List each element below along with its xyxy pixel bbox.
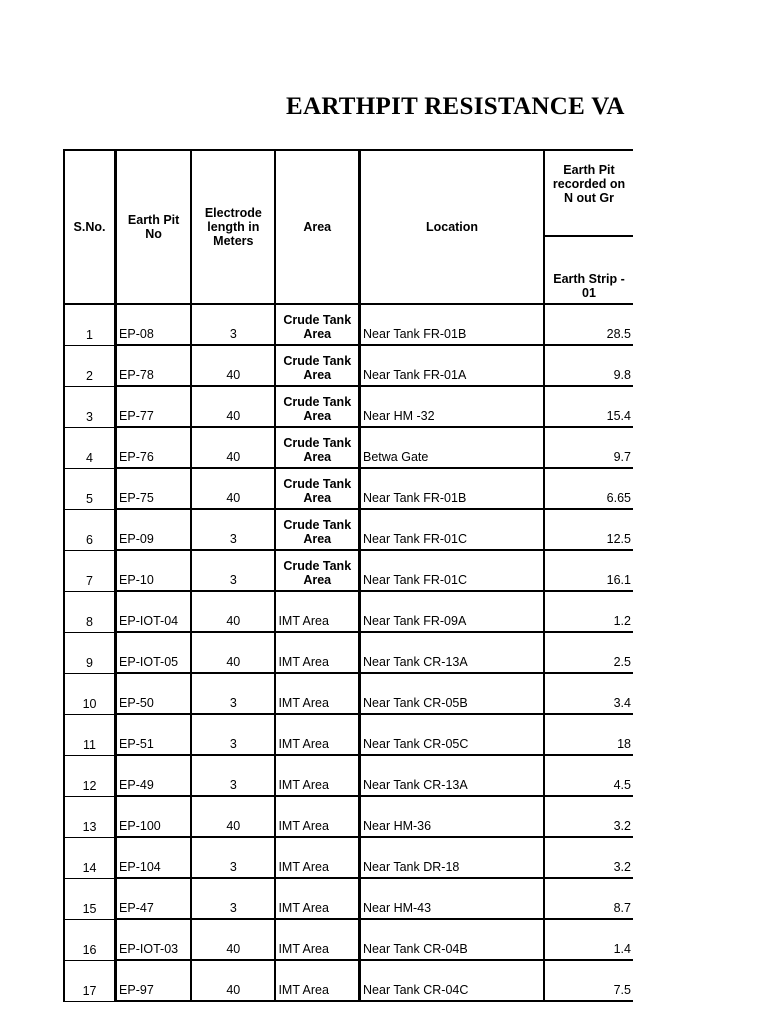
cell-earth-pit-no: EP-97: [116, 960, 192, 1001]
cell-area: IMT Area: [275, 878, 359, 919]
cell-electrode-length: 3: [191, 714, 275, 755]
cell-earth-strip-01: 8.7: [544, 878, 633, 919]
header-earth-pit-no: Earth Pit No: [116, 150, 192, 304]
cell-sno: 4: [64, 427, 116, 468]
cell-earth-pit-no: EP-78: [116, 345, 192, 386]
cell-location: Near Tank CR-13A: [360, 632, 545, 673]
header-electrode-length: Electrode length in Meters: [191, 150, 275, 304]
cell-electrode-length: 3: [191, 878, 275, 919]
cell-earth-strip-01: 1.2: [544, 591, 633, 632]
cell-earth-strip-01: 16.1: [544, 550, 633, 591]
cell-earth-strip-01: 4.5: [544, 755, 633, 796]
cell-electrode-length: 3: [191, 837, 275, 878]
cell-area: IMT Area: [275, 632, 359, 673]
cell-electrode-length: 3: [191, 673, 275, 714]
page-title: EARTHPIT RESISTANCE VA: [286, 93, 625, 120]
cell-location: Near Tank CR-13A: [360, 755, 545, 796]
table-row: [64, 837, 633, 878]
cell-earth-pit-no: EP-IOT-05: [116, 632, 192, 673]
cell-sno: 1: [64, 304, 116, 345]
cell-sno: 3: [64, 386, 116, 427]
header-sno: S.No.: [64, 150, 116, 304]
cell-location: Near Tank FR-01A: [360, 345, 545, 386]
cell-area: IMT Area: [275, 591, 359, 632]
cell-area: Crude Tank Area: [275, 427, 359, 468]
cell-area: IMT Area: [275, 796, 359, 837]
cell-location: Near Tank FR-01B: [360, 468, 545, 509]
cell-sno: 2: [64, 345, 116, 386]
cell-earth-pit-no: EP-51: [116, 714, 192, 755]
cell-electrode-length: 40: [191, 427, 275, 468]
cell-sno: 13: [64, 796, 116, 837]
cell-earth-strip-01: 3.2: [544, 796, 633, 837]
table-row: [64, 468, 633, 509]
cell-sno: 17: [64, 960, 116, 1001]
cell-electrode-length: 3: [191, 304, 275, 345]
table-row: [64, 550, 633, 591]
cell-location: Near HM -32: [360, 386, 545, 427]
cell-sno: 5: [64, 468, 116, 509]
table-row: [64, 386, 633, 427]
cell-location: Near Tank DR-18: [360, 837, 545, 878]
cell-area: IMT Area: [275, 714, 359, 755]
cell-sno: 11: [64, 714, 116, 755]
cell-electrode-length: 40: [191, 796, 275, 837]
cell-area: Crude Tank Area: [275, 345, 359, 386]
cell-earth-pit-no: EP-09: [116, 509, 192, 550]
cell-earth-pit-no: EP-10: [116, 550, 192, 591]
cell-earth-strip-01: 3.4: [544, 673, 633, 714]
cell-area: IMT Area: [275, 755, 359, 796]
cell-area: Crude Tank Area: [275, 468, 359, 509]
cell-earth-pit-no: EP-77: [116, 386, 192, 427]
cell-location: Near Tank FR-09A: [360, 591, 545, 632]
cell-earth-strip-01: 2.5: [544, 632, 633, 673]
cell-location: Near HM-43: [360, 878, 545, 919]
cell-location: Near Tank CR-04C: [360, 960, 545, 1001]
table-row: [64, 509, 633, 550]
cell-sno: 12: [64, 755, 116, 796]
cell-location: Near Tank CR-05B: [360, 673, 545, 714]
cell-location: Betwa Gate: [360, 427, 545, 468]
cell-earth-pit-no: EP-75: [116, 468, 192, 509]
header-earth-pit-group: Earth Pit recorded on N out Gr: [544, 150, 633, 236]
cell-electrode-length: 40: [191, 468, 275, 509]
cell-sno: 6: [64, 509, 116, 550]
table-body: [64, 304, 633, 1001]
cell-sno: 9: [64, 632, 116, 673]
cell-earth-strip-01: 3.2: [544, 837, 633, 878]
cell-earth-pit-no: EP-IOT-04: [116, 591, 192, 632]
table-row: [64, 878, 633, 919]
cell-electrode-length: 40: [191, 345, 275, 386]
cell-area: Crude Tank Area: [275, 386, 359, 427]
cell-location: Near Tank FR-01C: [360, 550, 545, 591]
table-row: [64, 755, 633, 796]
cell-sno: 14: [64, 837, 116, 878]
cell-earth-strip-01: 1.4: [544, 919, 633, 960]
table-row: [64, 960, 633, 1001]
cell-earth-pit-no: EP-08: [116, 304, 192, 345]
cell-electrode-length: 3: [191, 509, 275, 550]
cell-earth-pit-no: EP-104: [116, 837, 192, 878]
table-row: [64, 427, 633, 468]
table-row: [64, 345, 633, 386]
table-row: [64, 714, 633, 755]
cell-sno: 7: [64, 550, 116, 591]
cell-area: Crude Tank Area: [275, 550, 359, 591]
cell-area: IMT Area: [275, 919, 359, 960]
cell-sno: 16: [64, 919, 116, 960]
table-row: [64, 796, 633, 837]
cell-earth-strip-01: 15.4: [544, 386, 633, 427]
table-row: [64, 632, 633, 673]
cell-electrode-length: 40: [191, 960, 275, 1001]
cell-earth-strip-01: 6.65: [544, 468, 633, 509]
cell-earth-strip-01: 18: [544, 714, 633, 755]
cell-sno: 8: [64, 591, 116, 632]
cell-area: Crude Tank Area: [275, 509, 359, 550]
cell-electrode-length: 40: [191, 632, 275, 673]
cell-area: IMT Area: [275, 837, 359, 878]
cell-location: Near Tank FR-01B: [360, 304, 545, 345]
earthpit-table: [63, 149, 633, 1002]
cell-area: Crude Tank Area: [275, 304, 359, 345]
cell-location: Near Tank CR-04B: [360, 919, 545, 960]
cell-earth-strip-01: 7.5: [544, 960, 633, 1001]
cell-earth-strip-01: 9.7: [544, 427, 633, 468]
cell-area: IMT Area: [275, 960, 359, 1001]
cell-earth-pit-no: EP-50: [116, 673, 192, 714]
cell-location: Near HM-36: [360, 796, 545, 837]
cell-electrode-length: 40: [191, 386, 275, 427]
cell-electrode-length: 3: [191, 755, 275, 796]
cell-electrode-length: 3: [191, 550, 275, 591]
cell-earth-strip-01: 28.5: [544, 304, 633, 345]
cell-area: IMT Area: [275, 673, 359, 714]
cell-earth-pit-no: EP-100: [116, 796, 192, 837]
cell-earth-pit-no: EP-49: [116, 755, 192, 796]
cell-electrode-length: 40: [191, 591, 275, 632]
table-row: [64, 591, 633, 632]
cell-location: Near Tank FR-01C: [360, 509, 545, 550]
table-row: [64, 919, 633, 960]
header-area: Area: [275, 150, 359, 304]
table-row: [64, 304, 633, 345]
header-location: Location: [360, 150, 545, 304]
cell-earth-pit-no: EP-47: [116, 878, 192, 919]
cell-earth-strip-01: 9.8: [544, 345, 633, 386]
cell-electrode-length: 40: [191, 919, 275, 960]
cell-earth-pit-no: EP-IOT-03: [116, 919, 192, 960]
cell-sno: 10: [64, 673, 116, 714]
header-earth-strip-01: Earth Strip - 01: [544, 236, 633, 304]
cell-earth-strip-01: 12.5: [544, 509, 633, 550]
cell-sno: 15: [64, 878, 116, 919]
table-row: [64, 673, 633, 714]
cell-location: Near Tank CR-05C: [360, 714, 545, 755]
cell-earth-pit-no: EP-76: [116, 427, 192, 468]
